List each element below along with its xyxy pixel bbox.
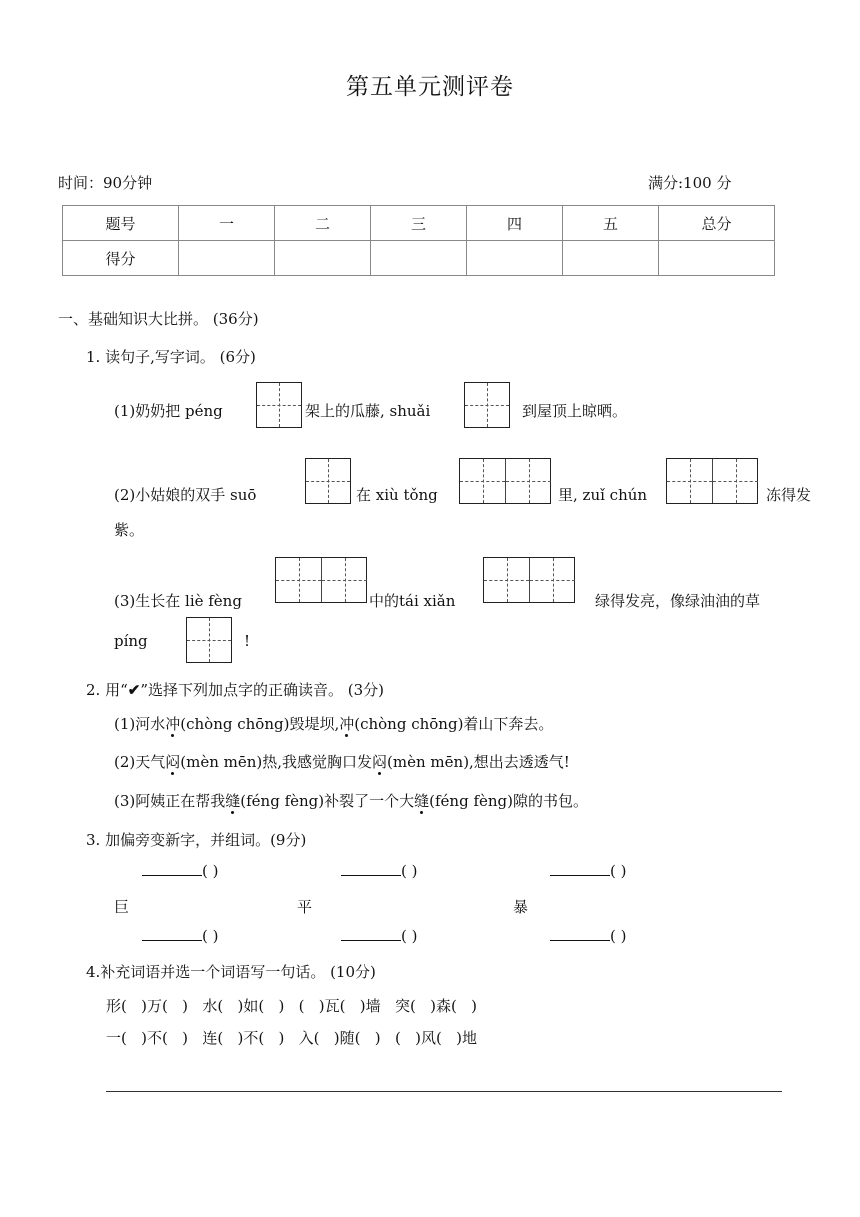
q1-s2-part-c: 里, zuǐ chún: [558, 486, 648, 504]
score-input-cell[interactable]: [467, 241, 563, 276]
writing-box-double[interactable]: [275, 557, 367, 603]
score-table-score-row: [63, 241, 775, 276]
table-cell: 三: [371, 206, 467, 241]
q4-title: 4.补充词语并选一个词语写一句话。 (10分): [86, 963, 376, 981]
answer-parens[interactable]: ( ): [610, 862, 627, 880]
table-cell: 题号: [63, 206, 179, 241]
q2-text: (3)阿姨正在帮我: [114, 792, 226, 810]
q1-s2-part-e: 紫。: [114, 521, 145, 539]
q2-title-post: ”选择下列加点字的正确读音。 (3分): [140, 681, 385, 699]
q3-answer-slot[interactable]: [550, 861, 626, 880]
score-input-cell[interactable]: [179, 241, 275, 276]
q2-line-3: [114, 790, 588, 811]
q3-base-char: 巨: [114, 898, 130, 916]
score-input-cell[interactable]: [659, 241, 775, 276]
writing-box[interactable]: [464, 382, 510, 428]
score-input-cell[interactable]: [275, 241, 371, 276]
table-cell: 二: [275, 206, 371, 241]
q3-answer-slot[interactable]: [341, 861, 417, 880]
full-score: 满分:100 分: [648, 174, 732, 192]
q4-idiom-row-2[interactable]: 一( )不( ) 连( )不( ) 入( )随( ) ( )风( )地: [106, 1029, 477, 1047]
answer-parens[interactable]: ( ): [401, 927, 418, 945]
q3-answer-slot[interactable]: [550, 926, 626, 945]
q1-s1-part-a: (1)奶奶把 péng: [114, 402, 223, 420]
writing-box[interactable]: [186, 617, 232, 663]
answer-line[interactable]: [106, 1091, 782, 1092]
score-input-cell[interactable]: [563, 241, 659, 276]
q2-text: (chòng chōng)着山下奔去。: [354, 715, 554, 733]
q1-s3-part-a: (3)生长在 liè fèng: [114, 592, 242, 610]
q3-title: 3. 加偏旁变新字，并组词。(9分): [86, 831, 307, 849]
q1-title: 1. 读句子,写字词。 (6分): [86, 348, 256, 366]
q1-s3-part-c: 绿得发亮，像绿油油的草: [595, 592, 761, 610]
q2-line-1: [114, 713, 553, 734]
writing-box-double[interactable]: [483, 557, 575, 603]
q1-s2-part-d: 冻得发: [766, 486, 812, 504]
section1-title: 一、基础知识大比拼。 (36分): [58, 310, 259, 328]
q2-title-pre: 2. 用“: [86, 681, 128, 699]
dotted-char: 缝: [414, 792, 430, 810]
score-table-header-row: [63, 206, 775, 241]
q3-answer-slot[interactable]: [142, 861, 218, 880]
blank-line[interactable]: [341, 861, 401, 876]
table-cell: 五: [563, 206, 659, 241]
blank-line[interactable]: [142, 861, 202, 876]
q2-text: (mèn mēn)热,我感觉胸口发: [180, 753, 373, 771]
q1-s3-part-e: !: [244, 632, 251, 650]
writing-box[interactable]: [305, 458, 351, 504]
q1-s1-part-c: 到屋顶上晾晒。: [522, 402, 628, 420]
q1-s3-part-d: píng: [114, 632, 148, 650]
dotted-char: 缝: [225, 792, 241, 810]
answer-parens[interactable]: ( ): [202, 862, 219, 880]
writing-box[interactable]: [256, 382, 302, 428]
page-title: 第五单元测评卷: [346, 74, 514, 100]
q4-idiom-row-1[interactable]: 形( )万( ) 水( )如( ) ( )瓦( )墙 突( )森( ): [106, 997, 477, 1015]
q3-base-char: 暴: [513, 898, 529, 916]
score-table: [62, 205, 775, 276]
q2-text: (féng fèng)补裂了一个大: [240, 792, 415, 810]
q3-answer-slot[interactable]: [341, 926, 417, 945]
q1-s1-part-b: 架上的瓜藤, shuǎi: [305, 402, 431, 420]
q3-base-char: 平: [297, 898, 313, 916]
q2-text: (1)河水: [114, 715, 166, 733]
q1-s3-part-b: 中的tái xiǎn: [369, 592, 456, 610]
blank-line[interactable]: [341, 926, 401, 941]
writing-box-double[interactable]: [459, 458, 551, 504]
q2-text: (féng fèng)隙的书包。: [429, 792, 588, 810]
table-cell: 总分: [659, 206, 775, 241]
q2-title: [86, 679, 384, 700]
q1-s2-part-b: 在 xiù tǒng: [356, 486, 438, 504]
answer-parens[interactable]: ( ): [202, 927, 219, 945]
q3-answer-slot[interactable]: [142, 926, 218, 945]
q2-text: (2)天气: [114, 753, 166, 771]
dotted-char: 冲: [165, 715, 181, 733]
check-mark-icon: ✔: [127, 681, 141, 699]
q2-text: (chòng chōng)毁堤坝,: [180, 715, 340, 733]
table-cell: 得分: [63, 241, 179, 276]
answer-parens[interactable]: ( ): [610, 927, 627, 945]
blank-line[interactable]: [550, 926, 610, 941]
blank-line[interactable]: [550, 861, 610, 876]
writing-box-double[interactable]: [666, 458, 758, 504]
table-cell: 四: [467, 206, 563, 241]
dotted-char: 闷: [165, 753, 181, 771]
answer-parens[interactable]: ( ): [401, 862, 418, 880]
time-limit: 时间：90分钟: [58, 174, 153, 192]
q2-text: (mèn mēn),想出去透透气!: [387, 753, 570, 771]
score-input-cell[interactable]: [371, 241, 467, 276]
blank-line[interactable]: [142, 926, 202, 941]
q2-line-2: [114, 751, 570, 772]
q1-s2-part-a: (2)小姑娘的双手 suō: [114, 486, 257, 504]
dotted-char: 闷: [372, 753, 388, 771]
dotted-char: 冲: [339, 715, 355, 733]
table-cell: 一: [179, 206, 275, 241]
